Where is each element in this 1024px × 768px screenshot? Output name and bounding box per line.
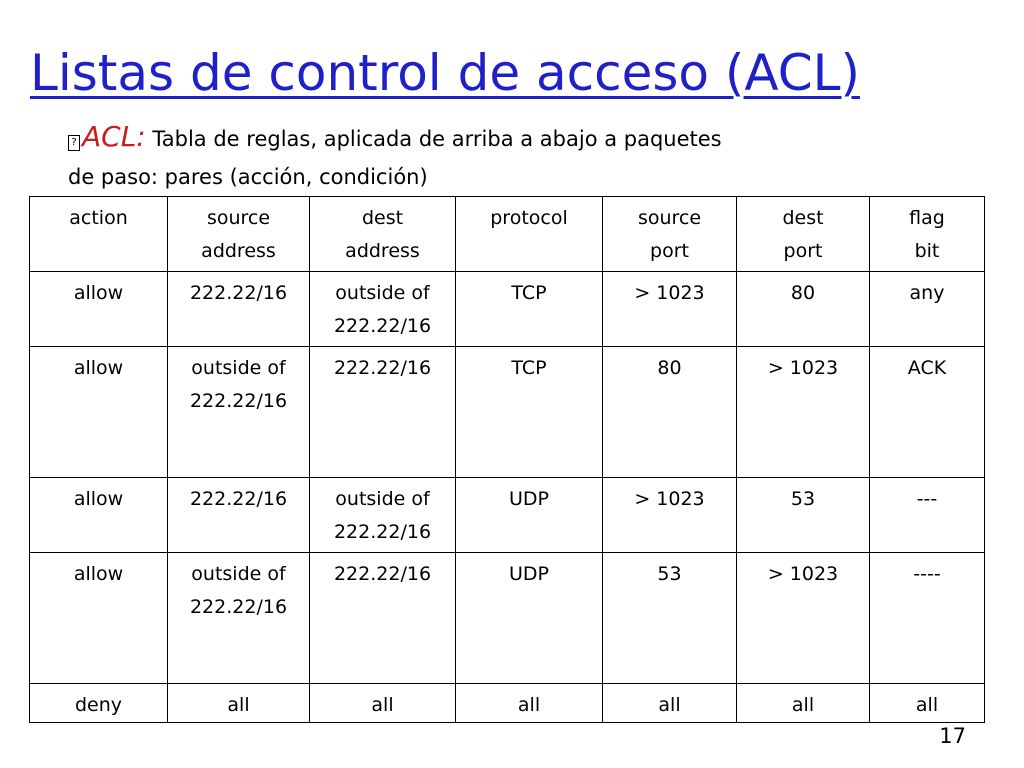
- table-header-row: [30, 197, 985, 272]
- cell-line1: outside of: [191, 357, 286, 379]
- cell-line1: outside of: [191, 563, 286, 585]
- table-cell: [168, 684, 310, 723]
- header-flag-bit: [870, 197, 985, 272]
- table-cell: [310, 347, 456, 478]
- table-cell: [30, 272, 168, 347]
- cell-line1: 222.22/16: [333, 357, 432, 379]
- table-cell: [310, 684, 456, 723]
- header-source-port: [603, 197, 737, 272]
- cell-line1: outside of: [335, 488, 430, 510]
- table-cell: [168, 272, 310, 347]
- table-cell: [456, 347, 603, 478]
- header-line2: port: [650, 240, 689, 262]
- page-number: 17: [939, 724, 966, 748]
- table-cell: [737, 272, 870, 347]
- header-line2: address: [345, 240, 420, 262]
- cell-line1: > 1023: [767, 357, 839, 379]
- table-cell: [737, 684, 870, 723]
- table-cell: [456, 553, 603, 684]
- table-cell: [870, 684, 985, 723]
- header-line1: flag: [909, 207, 945, 229]
- table-cell: [737, 347, 870, 478]
- cell-line1: all: [227, 694, 250, 716]
- cell-line1: TCP: [511, 357, 547, 379]
- header-dest-port: [737, 197, 870, 272]
- table-cell: [870, 347, 985, 478]
- table-row: [30, 478, 985, 553]
- bullet-text-line2: de paso: pares (acción, condición): [68, 165, 428, 189]
- cell-line1: any: [909, 282, 945, 304]
- table-row: [30, 347, 985, 478]
- table-cell: [737, 553, 870, 684]
- cell-line1: 222.22/16: [189, 488, 288, 510]
- table-cell: [168, 347, 310, 478]
- table-cell: [168, 553, 310, 684]
- table-cell: [870, 553, 985, 684]
- cell-line1: all: [658, 694, 681, 716]
- header-action: [30, 197, 168, 272]
- header-line1: dest: [782, 207, 824, 229]
- cell-line1: ----: [913, 563, 941, 585]
- table-cell: [456, 684, 603, 723]
- cell-line1: outside of: [335, 282, 430, 304]
- cell-line1: deny: [74, 694, 123, 716]
- table-cell: [603, 347, 737, 478]
- header-line1: action: [69, 207, 128, 229]
- header-line1: source: [206, 207, 271, 229]
- bullet-text-line1: Tabla de reglas, aplicada de arriba a abajo a paquetes: [145, 127, 722, 151]
- table-cell: [310, 553, 456, 684]
- cell-line1: 80: [657, 357, 682, 379]
- cell-line1: all: [517, 694, 541, 716]
- table-row: [30, 553, 985, 684]
- cell-line1: all: [371, 694, 394, 716]
- table-row: [30, 684, 985, 723]
- header-source-address: [168, 197, 310, 272]
- cell-line1: allow: [73, 282, 124, 304]
- cell-line1: all: [791, 694, 815, 716]
- cell-line1: ---: [916, 488, 938, 510]
- table-cell: [310, 272, 456, 347]
- cell-line1: > 1023: [634, 282, 705, 304]
- header-dest-address: [310, 197, 456, 272]
- table-cell: [30, 478, 168, 553]
- table-cell: [456, 478, 603, 553]
- cell-line2: 222.22/16: [333, 315, 432, 337]
- cell-line1: allow: [73, 357, 124, 379]
- cell-line1: 222.22/16: [333, 563, 432, 585]
- table-cell: [30, 684, 168, 723]
- table-cell: [30, 347, 168, 478]
- slide-title: Listas de control de acceso (ACL): [30, 44, 861, 102]
- table-cell: [168, 478, 310, 553]
- table-cell: [603, 553, 737, 684]
- cell-line1: 80: [790, 282, 816, 304]
- cell-line2: 222.22/16: [333, 521, 432, 543]
- header-line1: protocol: [490, 207, 568, 229]
- cell-line1: 53: [657, 563, 682, 585]
- cell-line1: all: [915, 694, 939, 716]
- cell-line1: 53: [790, 488, 816, 510]
- header-protocol: [456, 197, 603, 272]
- cell-line2: 222.22/16: [189, 596, 288, 618]
- table-cell: [456, 272, 603, 347]
- cell-line1: ACK: [907, 357, 947, 379]
- table-cell: [310, 478, 456, 553]
- cell-line1: > 1023: [634, 488, 705, 510]
- header-line2: port: [783, 240, 823, 262]
- table-cell: [737, 478, 870, 553]
- table-cell: [870, 272, 985, 347]
- header-line1: dest: [361, 207, 404, 229]
- cell-line1: TCP: [511, 282, 547, 304]
- acl-table: [29, 196, 985, 723]
- cell-line1: UDP: [509, 488, 549, 510]
- table-cell: [30, 553, 168, 684]
- bullet-term: ACL:: [82, 120, 146, 153]
- table-cell: [870, 478, 985, 553]
- bullet-icon: ?: [68, 135, 80, 151]
- cell-line1: UDP: [509, 563, 549, 585]
- table-cell: [603, 272, 737, 347]
- cell-line1: allow: [73, 563, 124, 585]
- header-line2: bit: [914, 240, 940, 262]
- table-cell: [603, 478, 737, 553]
- header-line1: source: [637, 207, 702, 229]
- header-line2: address: [201, 240, 276, 262]
- bullet-paragraph: [68, 118, 908, 196]
- table-row: [30, 272, 985, 347]
- cell-line1: allow: [73, 488, 124, 510]
- table-cell: [603, 684, 737, 723]
- cell-line1: 222.22/16: [189, 282, 288, 304]
- cell-line1: > 1023: [767, 563, 839, 585]
- cell-line2: 222.22/16: [189, 390, 288, 412]
